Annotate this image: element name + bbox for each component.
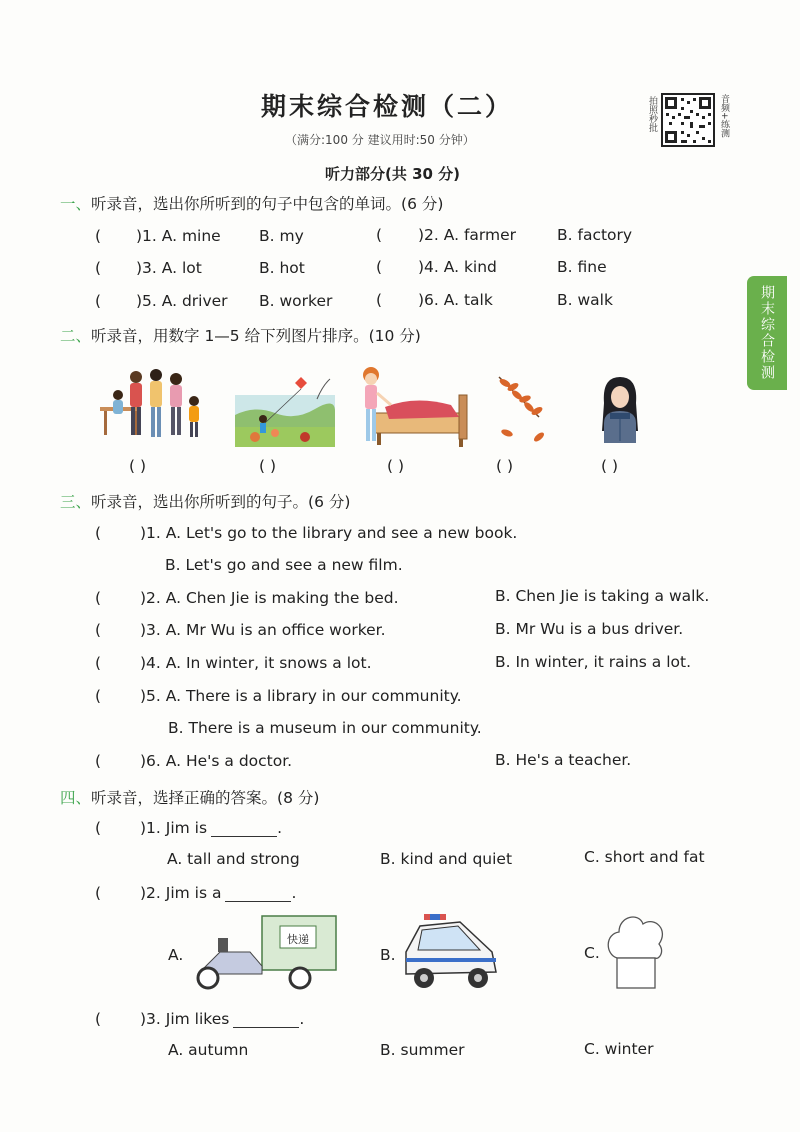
s3-q2-option-b: B. Chen Jie is taking a walk. — [495, 587, 710, 605]
section-3-heading — [60, 490, 350, 512]
s4-q1-blank[interactable] — [211, 822, 277, 837]
s4-q3-option-c: C. winter — [584, 1040, 654, 1058]
girl-making-bed-picture — [355, 365, 470, 447]
s3-q5-paren[interactable]: ( — [95, 687, 102, 705]
s1-q1-paren[interactable]: ( — [95, 227, 102, 245]
delivery-tricycle-picture — [190, 912, 340, 994]
s1-q1-stem: )1. A. mine — [136, 227, 221, 245]
s3-q3-option-b: B. Mr Wu is a bus driver. — [495, 620, 684, 638]
s4-q2-paren[interactable]: ( — [95, 884, 102, 902]
s4-q3-option-b: B. summer — [380, 1041, 465, 1059]
s3-q6-paren[interactable]: ( — [95, 752, 102, 770]
section-1-heading — [60, 192, 443, 214]
s4-q1-stem-text: )1. Jim is — [140, 819, 208, 837]
park-kite-picture — [235, 375, 335, 447]
s4-q1-option-b: B. kind and quiet — [380, 850, 513, 868]
s4-q2-option-c: C. — [584, 944, 600, 962]
s1-q4-paren[interactable]: ( — [376, 258, 383, 276]
listening-part-heading: 听力部分(共 30 分) — [325, 165, 461, 183]
s3-q6-option-a: )6. A. He's a doctor. — [140, 752, 293, 770]
s2-blank-1[interactable]: ( ) — [129, 457, 147, 475]
s1-q6-option-b: B. walk — [557, 291, 613, 309]
s4-q1-option-a: A. tall and strong — [167, 850, 300, 868]
section-4-number: 四、 — [60, 789, 92, 807]
s3-q3-paren[interactable]: ( — [95, 621, 102, 639]
s4-q3-option-a: A. autumn — [168, 1041, 249, 1059]
section-4-text: 听录音，选择正确的答案。(8 分) — [91, 789, 320, 807]
s4-q3-stem: )3. Jim likes . — [140, 1010, 305, 1028]
s4-q1-paren[interactable]: ( — [95, 819, 102, 837]
section-2-text: 听录音，用数字 1—5 给下列图片排序。(10 分) — [91, 327, 421, 345]
autumn-leaves-picture — [493, 373, 553, 445]
chef-hat-picture — [605, 910, 667, 992]
section-2-number: 二、 — [60, 327, 92, 345]
s1-q3-option-b: B. hot — [259, 259, 305, 277]
s1-q6-paren[interactable]: ( — [376, 291, 383, 309]
s1-q4-option-b: B. fine — [557, 258, 607, 276]
s4-q2-option-b: B. — [380, 946, 396, 964]
s3-q6-option-b: B. He's a teacher. — [495, 751, 632, 769]
s3-q1-option-b: B. Let's go and see a new film. — [165, 556, 403, 574]
qr-left-label: 拍照秒批 — [647, 96, 657, 132]
s4-q2-option-a: A. — [168, 946, 184, 964]
s3-q1-option-a: )1. A. Let's go to the library and see a new book. — [140, 524, 518, 542]
page-title: 期末综合检测（二） — [261, 92, 514, 121]
section-3-number: 三、 — [60, 493, 92, 511]
s1-q4-stem: )4. A. kind — [418, 258, 497, 276]
s3-q3-option-a: )3. A. Mr Wu is an office worker. — [140, 621, 386, 639]
section-1-text: 听录音，选出你所听到的句子中包含的单词。(6 分) — [91, 195, 444, 213]
section-4-heading — [60, 786, 319, 808]
s1-q1-option-b: B. my — [259, 227, 304, 245]
s4-q2-stem-text: )2. Jim is a — [140, 884, 222, 902]
s4-q1-option-c: C. short and fat — [584, 848, 705, 866]
s3-q4-option-b: B. In winter, it rains a lot. — [495, 653, 691, 671]
s1-q2-option-b: B. factory — [557, 226, 633, 244]
qr-code-icon[interactable] — [661, 93, 715, 147]
s1-q5-paren[interactable]: ( — [95, 292, 102, 310]
police-car-picture — [400, 912, 500, 994]
s3-q1-paren[interactable]: ( — [95, 524, 102, 542]
s4-q3-stem-text: )3. Jim likes — [140, 1010, 230, 1028]
s3-q5-option-a: )5. A. There is a library in our community. — [140, 687, 462, 705]
section-1-number: 一、 — [60, 195, 92, 213]
s3-q2-option-a: )2. A. Chen Jie is making the bed. — [140, 589, 399, 607]
page-subtitle: （满分:100 分 建议用时:50 分钟） — [285, 133, 475, 147]
s2-blank-4[interactable]: ( ) — [496, 457, 514, 475]
s3-q2-paren[interactable]: ( — [95, 589, 102, 607]
s1-q5-option-b: B. worker — [259, 292, 333, 310]
s4-q1-stem: )1. Jim is . — [140, 819, 282, 837]
s3-q4-option-a: )4. A. In winter, it snows a lot. — [140, 654, 372, 672]
s4-q2-stem: )2. Jim is a . — [140, 884, 297, 902]
s1-q2-stem: )2. A. farmer — [418, 226, 517, 244]
family-gathering-picture — [100, 365, 210, 445]
s4-q3-paren[interactable]: ( — [95, 1010, 102, 1028]
s3-q4-paren[interactable]: ( — [95, 654, 102, 672]
s3-q5-option-b: B. There is a museum in our community. — [168, 719, 482, 737]
s4-q2-blank[interactable] — [225, 887, 291, 902]
girl-in-winter-picture — [590, 373, 650, 445]
truck-label: 快递 — [287, 933, 309, 946]
s2-blank-2[interactable]: ( ) — [259, 457, 277, 475]
s1-q5-stem: )5. A. driver — [136, 292, 228, 310]
s1-q6-stem: )6. A. talk — [418, 291, 493, 309]
section-3-text: 听录音，选出你所听到的句子。(6 分) — [91, 493, 351, 511]
section-2-heading — [60, 324, 421, 346]
s1-q3-stem: )3. A. lot — [136, 259, 202, 277]
side-tab: 期末综合检测 — [747, 276, 787, 390]
s4-q3-blank[interactable] — [233, 1013, 299, 1028]
qr-right-label: 音频+练测 — [719, 94, 729, 138]
s1-q3-paren[interactable]: ( — [95, 259, 102, 277]
s2-blank-5[interactable]: ( ) — [601, 457, 619, 475]
s2-blank-3[interactable]: ( ) — [387, 457, 405, 475]
s1-q2-paren[interactable]: ( — [376, 226, 383, 244]
